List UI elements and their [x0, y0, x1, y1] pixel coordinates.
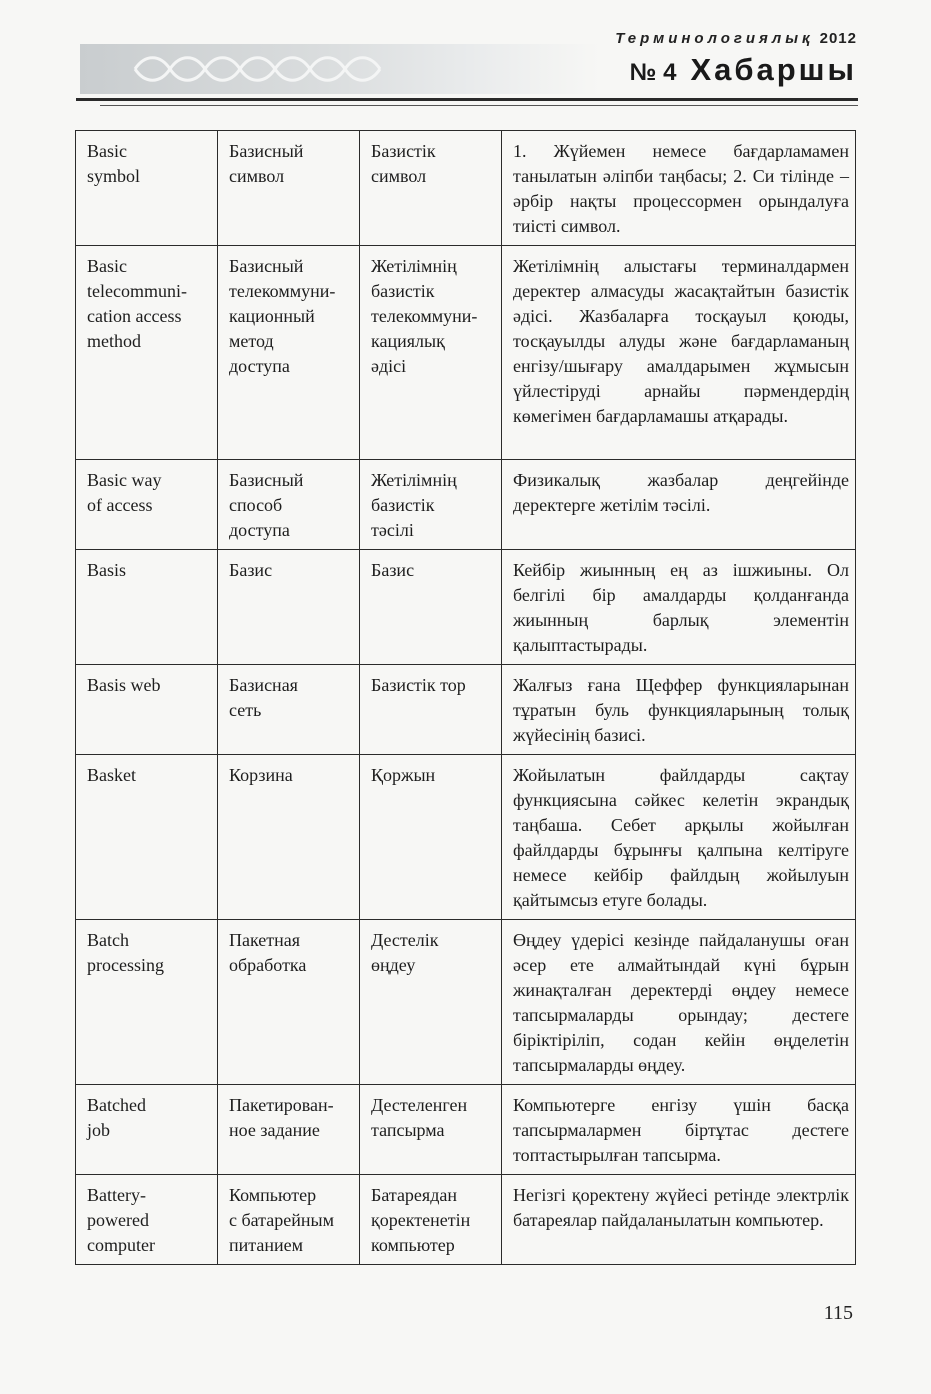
term-definition: Негізгі қоректену жүйесі ретінде электрлік батареялар пайдаланылатын компьютер. — [502, 1175, 856, 1265]
page-number: 115 — [823, 1302, 853, 1324]
journal-name — [615, 30, 857, 47]
table-row — [76, 550, 856, 665]
header-rule — [76, 98, 858, 101]
term-russian: Пакетная обработка — [218, 920, 360, 1085]
term-definition: Өңдеу үдерісі кезінде пайдаланушы оған әсер ете алмайтындай күні бұрын жинақталған деректерді өңдеу немесе тапсырмаларды орындау; дестеге біріктіріліп, содан кейін өңделетін тапсырмаларды өңдеу. — [502, 920, 856, 1085]
term-russian: Корзина — [218, 755, 360, 920]
term-russian: Базисная сеть — [218, 665, 360, 755]
issue-number: № 4 — [629, 59, 677, 86]
term-kazakh: Дестеленген тапсырма — [360, 1085, 502, 1175]
journal-title: Терминологиялық — [615, 30, 814, 47]
table-row — [76, 665, 856, 755]
table-row — [76, 1175, 856, 1265]
table-row — [76, 920, 856, 1085]
term-kazakh: Базистік тор — [360, 665, 502, 755]
term-definition: Кейбір жиынның ең аз ішжиыны. Ол белгілі бір амалдарды қолданғанда жиынның барлық элементін қалыптастырады. — [502, 550, 856, 665]
table-row — [76, 246, 856, 460]
term-definition: Жалғыз ғана Щеффер функцияларынан тұратын буль функцияларының толық жүйесінің базисі. — [502, 665, 856, 755]
term-english: Batched job — [76, 1085, 218, 1175]
term-definition: Жетілімнің алыстағы терминалдармен деректер алмасуды жасақтайтын базистік әдісі. Жазбаларға тосқауыл қоюды, тосқауылды алуды және бағдарламаның енгізу/шығару амалдарымен жұмысын үйлестіруді арнайы пәрмендердің көмегімен бағдарламашы атқарады. — [502, 246, 856, 460]
term-definition: Компьютерге енгізу үшін басқа тапсырмалармен біртұтас дестеге топтастырылған тапсырма. — [502, 1085, 856, 1175]
term-kazakh: Жетілімнің базистік тәсілі — [360, 460, 502, 550]
term-english: Basis — [76, 550, 218, 665]
table-row — [76, 1085, 856, 1175]
term-english: Basic telecommuni- cation access method — [76, 246, 218, 460]
term-english: Battery- powered computer — [76, 1175, 218, 1265]
term-definition: 1. Жүйемен немесе бағдарламамен танылатын әліпби таңбасы; 2. Си тілінде – әрбір нақты процессормен орындалуға тиісті символ. — [502, 131, 856, 246]
issue-heading — [630, 52, 857, 88]
term-kazakh: Базис — [360, 550, 502, 665]
term-definition: Жойылатын файлдарды сақтау функциясына сәйкес келетін экрандық таңбаша. Себет арқылы жойылған файлдарды бұрынғы қалпына келтіруге немесе кейбір файлдың жойылуын қайтымсыз етуге болады. — [502, 755, 856, 920]
header-rule-thin — [100, 105, 858, 106]
table-row — [76, 755, 856, 920]
term-russian: Базисный символ — [218, 131, 360, 246]
term-kazakh: Батареядан қоректенетін компьютер — [360, 1175, 502, 1265]
term-russian: Пакетирован- ное задание — [218, 1085, 360, 1175]
term-english: Batch processing — [76, 920, 218, 1085]
term-english: Basic way of access — [76, 460, 218, 550]
table-row — [76, 131, 856, 246]
issue-title: Хабаршы — [690, 52, 857, 87]
term-english: Basket — [76, 755, 218, 920]
term-kazakh: Қоржын — [360, 755, 502, 920]
journal-year: 2012 — [819, 30, 857, 47]
table-row — [76, 460, 856, 550]
term-russian: Базисный телекоммуни- кационный метод доступа — [218, 246, 360, 460]
term-english: Basis web — [76, 665, 218, 755]
term-kazakh: Жетілімнің базистік телекоммуни- кациялық әдісі — [360, 246, 502, 460]
term-kazakh: Базистік символ — [360, 131, 502, 246]
term-russian: Базисный способ доступа — [218, 460, 360, 550]
term-definition: Физикалық жазбалар деңгейінде деректерге жетілім тәсілі. — [502, 460, 856, 550]
terminology-table — [75, 130, 856, 1265]
term-english: Basic symbol — [76, 131, 218, 246]
ornament-icon — [130, 50, 390, 88]
terminology-table-body — [76, 131, 856, 1265]
term-russian: Компьютер с батарейным питанием — [218, 1175, 360, 1265]
header-ornament-banner — [80, 44, 600, 94]
term-russian: Базис — [218, 550, 360, 665]
term-kazakh: Дестелік өңдеу — [360, 920, 502, 1085]
